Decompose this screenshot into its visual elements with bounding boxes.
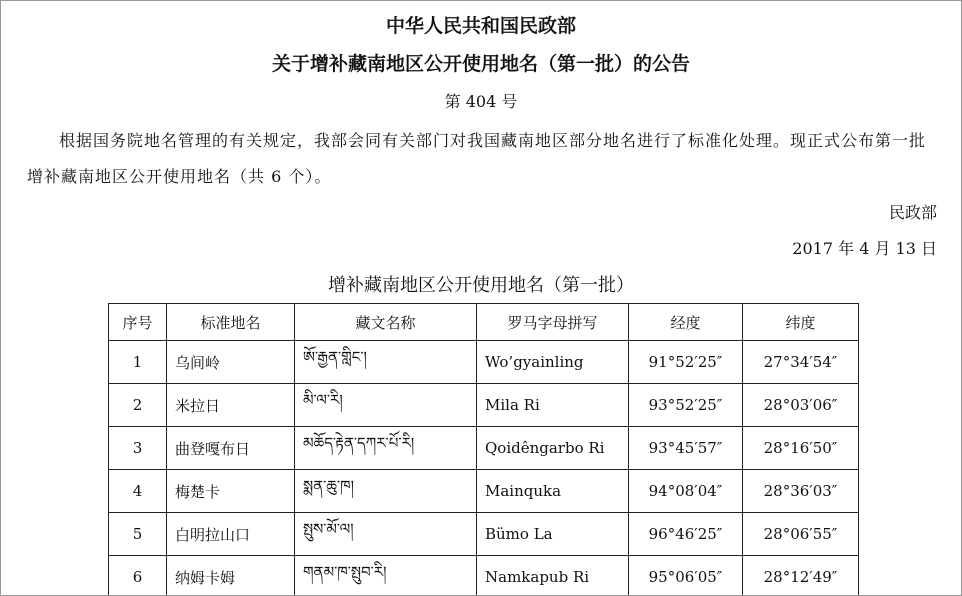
row-number: 3 [109,427,167,470]
latitude: 28°36′03″ [743,470,859,513]
latitude: 28°03′06″ [743,384,859,427]
longitude: 94°08′04″ [629,470,743,513]
longitude: 95°06′05″ [629,556,743,596]
table-header-row [109,304,859,341]
standard-name: 白明拉山口 [167,513,295,556]
signer: 民政部 [888,203,937,222]
announcement-number: 第 404 号 [444,92,518,111]
romanized-name: Wo’gyainling [477,341,629,384]
column-header: 序号 [109,304,167,341]
romanized-name: Namkapub Ri [477,556,629,596]
table-row [109,556,859,596]
org-title: 中华人民共和国民政部 [385,15,576,37]
table-row [109,341,859,384]
standard-name: 曲登嘎布日 [167,427,295,470]
standard-name: 米拉日 [167,384,295,427]
row-number: 1 [109,341,167,384]
longitude: 93°45′57″ [629,427,743,470]
table-title: 增补藏南地区公开使用地名（第一批） [328,275,634,296]
table-row [109,513,859,556]
longitude: 91°52′25″ [629,341,743,384]
tibetan-name: སྨན་ཆུ་ཁ། [295,470,477,513]
column-header: 标准地名 [167,304,295,341]
tibetan-name: གནམ་ཁ་སྤུབ་རི། [295,556,477,596]
latitude: 28°16′50″ [743,427,859,470]
date: 2017 年 4 月 13 日 [792,239,937,258]
column-header: 罗马字母拼写 [477,304,629,341]
tibetan-name: མཆོད་རྟེན་དཀར་པོ་རི། [295,427,477,470]
standard-name: 乌间岭 [167,341,295,384]
latitude: 27°34′54″ [743,341,859,384]
romanized-name: Qoidêngarbo Ri [477,427,629,470]
column-header: 纬度 [743,304,859,341]
tibetan-name: ཨོ་རྒྱན་གླིང་། [295,341,477,384]
table-row [109,427,859,470]
row-number: 5 [109,513,167,556]
table-row [109,470,859,513]
table-row [109,384,859,427]
romanized-name: Mila Ri [477,384,629,427]
latitude: 28°06′55″ [743,513,859,556]
announcement-title: 关于增补藏南地区公开使用地名（第一批）的公告 [271,53,690,75]
longitude: 96°46′25″ [629,513,743,556]
body-paragraph: 根据国务院地名管理的有关规定，我部会同有关部门对我国藏南地区部分地名进行了标准化处理。现正式公布第一批增补藏南地区公开使用地名（共 6 个）。 [27,131,927,186]
romanized-name: Mainquka [477,470,629,513]
standard-name: 梅楚卡 [167,470,295,513]
place-names-table [108,303,859,596]
column-header: 经度 [629,304,743,341]
longitude: 93°52′25″ [629,384,743,427]
row-number: 6 [109,556,167,596]
tibetan-name: སྤུས་མོ་ལ། [295,513,477,556]
row-number: 4 [109,470,167,513]
tibetan-name: མི་ལ་རི། [295,384,477,427]
standard-name: 纳姆卡姆 [167,556,295,596]
row-number: 2 [109,384,167,427]
column-header: 藏文名称 [295,304,477,341]
latitude: 28°12′49″ [743,556,859,596]
romanized-name: Bümo La [477,513,629,556]
